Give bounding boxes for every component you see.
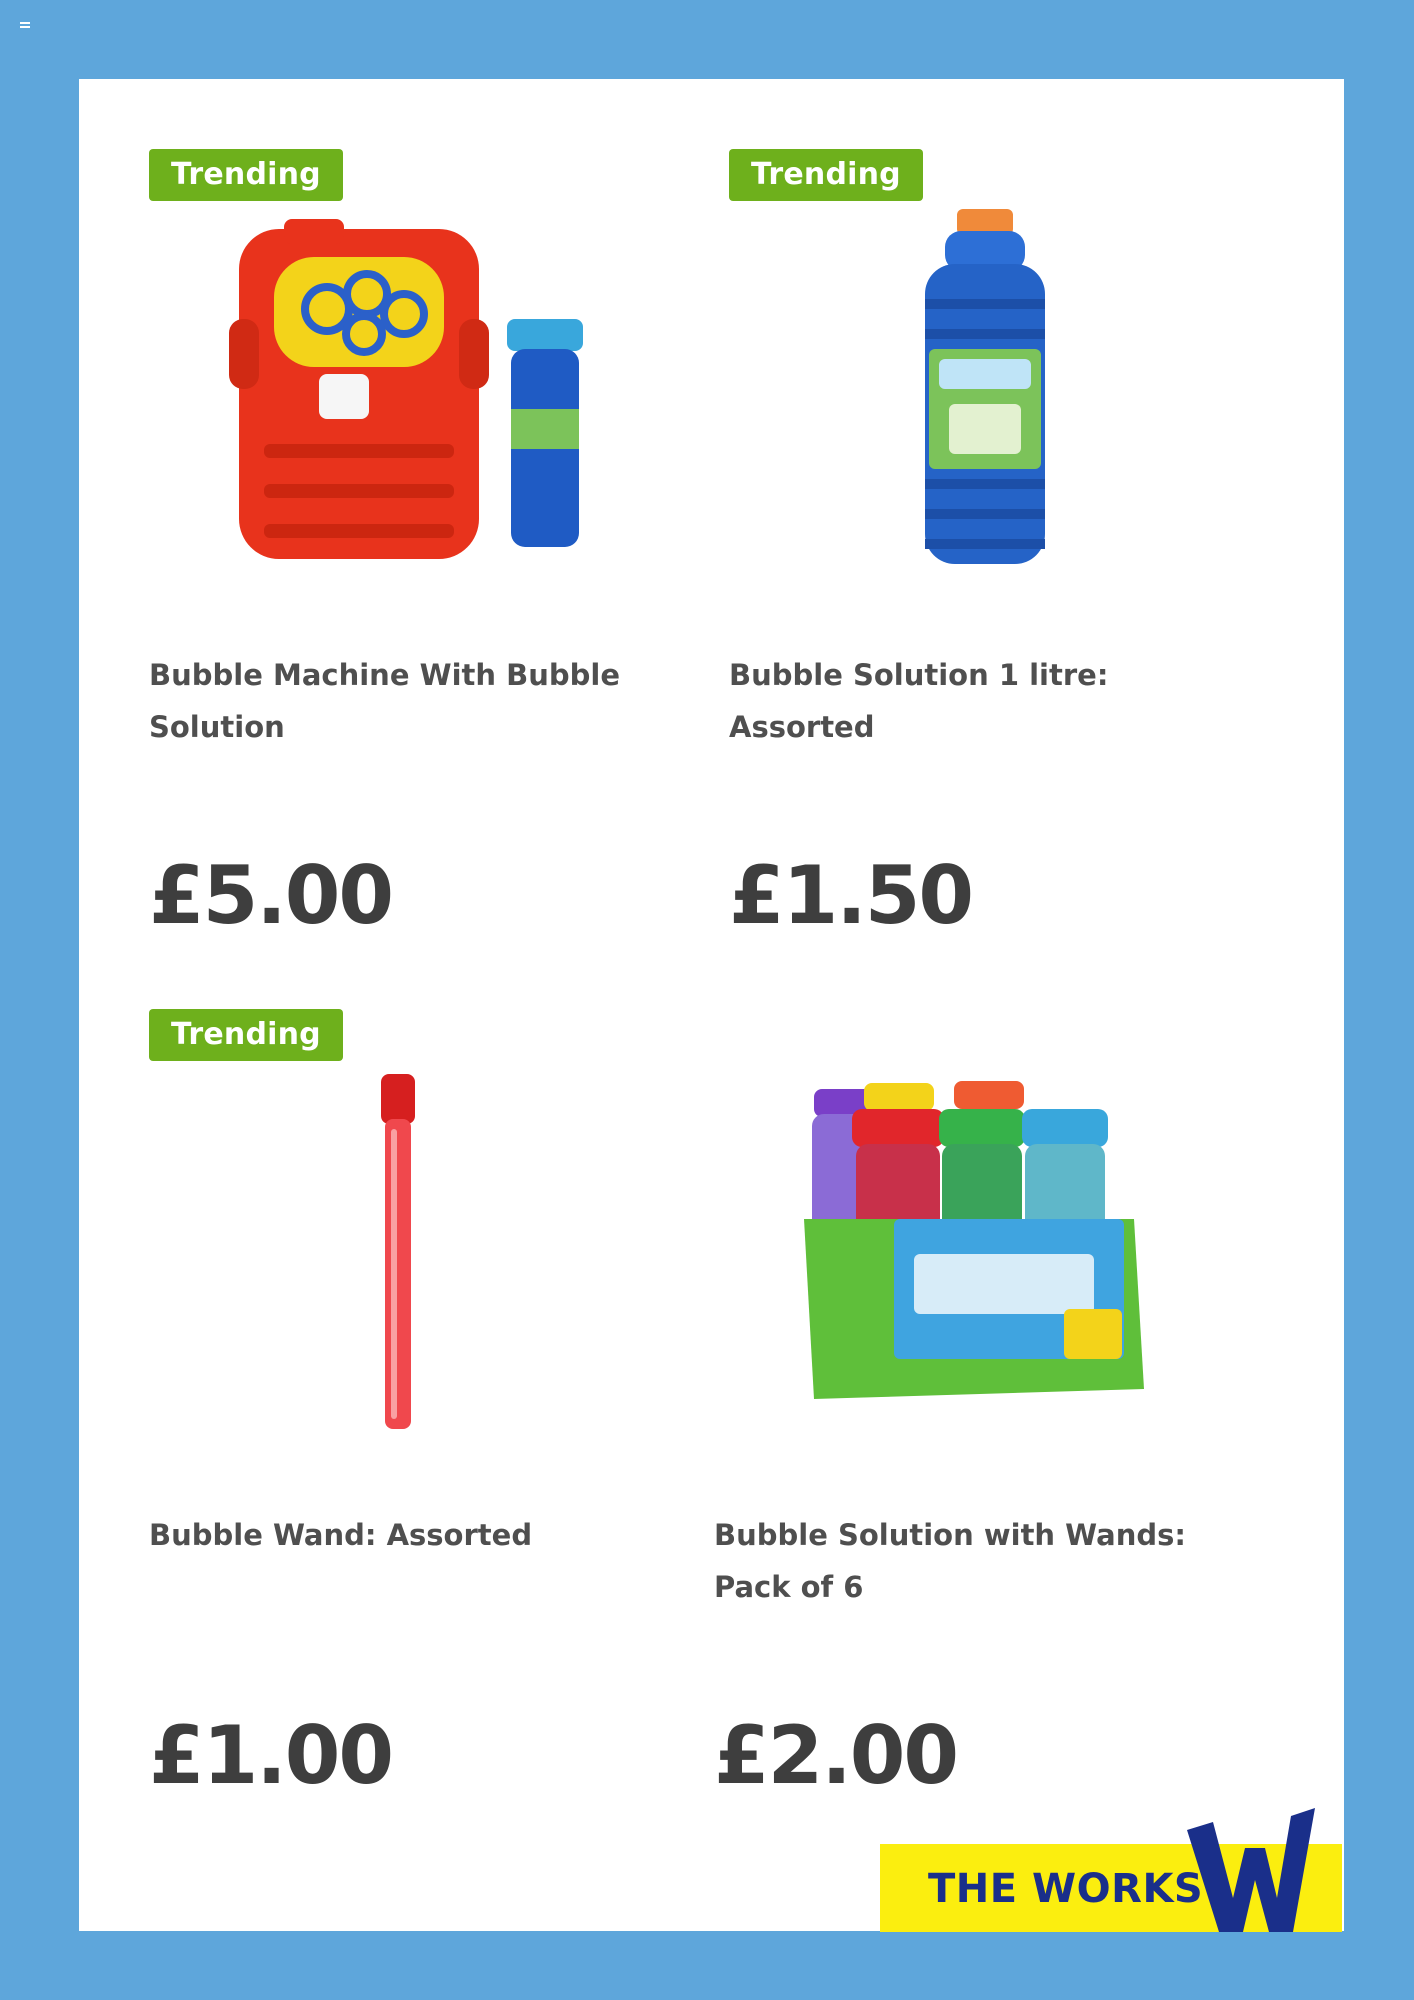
- trending-badge: Trending: [729, 149, 923, 201]
- w-logo-icon: [1187, 1808, 1317, 1932]
- trending-badge: Trending: [149, 149, 343, 201]
- the-works-logo[interactable]: [880, 1844, 1342, 1932]
- bubble-wand-image[interactable]: [149, 1069, 689, 1439]
- product-card[interactable]: [149, 1009, 709, 1849]
- bubble-machine-image[interactable]: [149, 209, 689, 579]
- product-price: £1.50: [729, 849, 973, 942]
- product-price: £1.00: [149, 1709, 393, 1802]
- product-card[interactable]: [149, 149, 709, 989]
- bubble-pack-image[interactable]: [714, 1069, 1254, 1439]
- logo-text: THE WORKS: [928, 1866, 1204, 1912]
- product-price: £2.00: [714, 1709, 958, 1802]
- product-title[interactable]: Bubble Wand: Assorted: [149, 1518, 533, 1552]
- product-card[interactable]: [729, 149, 1289, 989]
- bubble-bottle-image[interactable]: [729, 209, 1269, 579]
- product-panel: [79, 79, 1344, 1931]
- product-title[interactable]: Bubble Solution with Wands: Pack of 6: [714, 1518, 1186, 1604]
- product-title[interactable]: Bubble Machine With Bubble Solution: [149, 658, 620, 744]
- trending-badge: Trending: [149, 1009, 343, 1061]
- product-card[interactable]: [714, 1009, 1274, 1849]
- product-title[interactable]: Bubble Solution 1 litre: Assorted: [729, 658, 1109, 744]
- product-price: £5.00: [149, 849, 393, 942]
- menu-icon[interactable]: [20, 22, 30, 28]
